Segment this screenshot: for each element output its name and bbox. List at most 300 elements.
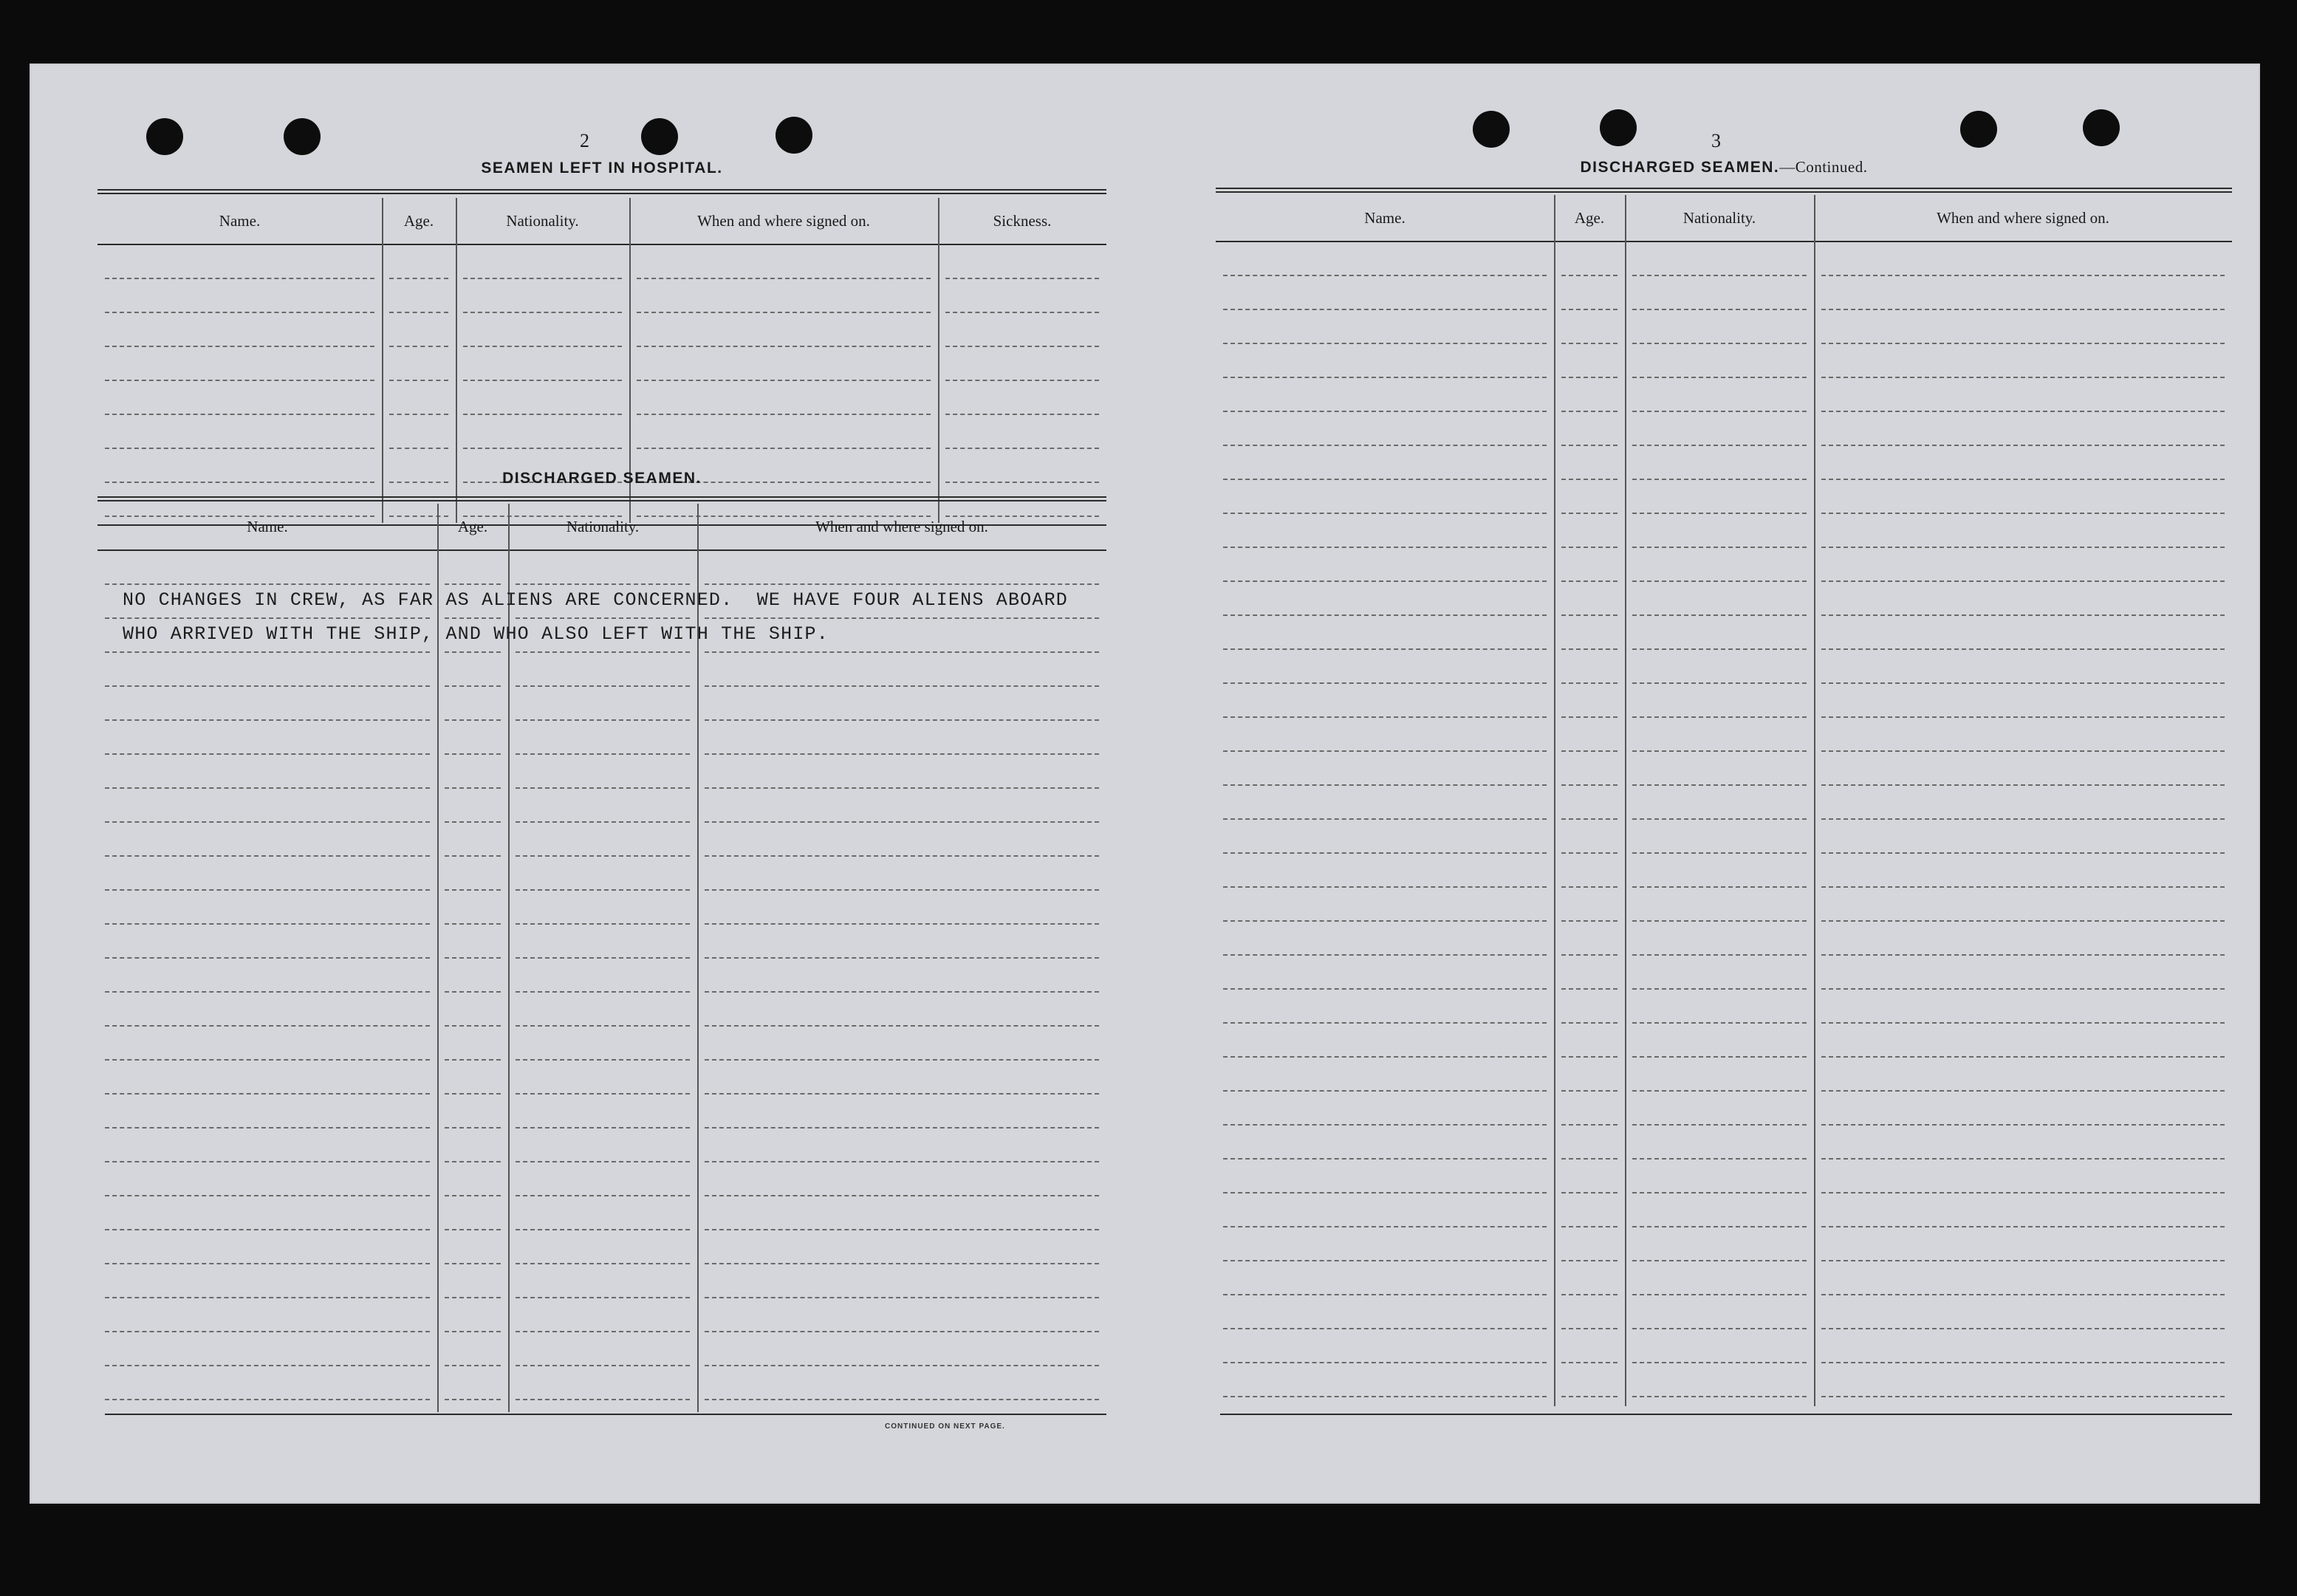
ruled-line xyxy=(1632,309,1807,310)
ruled-line xyxy=(105,346,374,347)
ruled-line xyxy=(1223,954,1547,956)
ruled-line xyxy=(516,651,690,653)
ruled-line xyxy=(1561,513,1618,514)
ruled-line xyxy=(445,855,501,857)
ruled-line xyxy=(1561,716,1618,718)
ruled-line xyxy=(1632,1328,1807,1329)
ruled-line xyxy=(445,651,501,653)
ruled-line xyxy=(1223,1260,1547,1261)
ruled-line xyxy=(705,923,1099,925)
ruled-line xyxy=(105,414,374,415)
ruled-line xyxy=(516,1161,690,1162)
ruled-line xyxy=(1223,1022,1547,1024)
ruled-line xyxy=(1821,275,2225,276)
ruled-line xyxy=(1821,1022,2225,1024)
ruled-line xyxy=(1632,648,1807,650)
ruled-line xyxy=(945,346,1099,347)
ruled-line xyxy=(516,855,690,857)
ruled-line xyxy=(705,1331,1099,1332)
ruled-line xyxy=(105,651,430,653)
ruled-line xyxy=(445,617,501,619)
ruled-line xyxy=(445,957,501,959)
ruled-line xyxy=(105,380,374,381)
ruled-line xyxy=(463,448,622,449)
ruled-line xyxy=(445,583,501,585)
ruled-line xyxy=(516,583,690,585)
ruled-line xyxy=(1223,716,1547,718)
column-divider xyxy=(1814,195,1815,1406)
ruled-line xyxy=(637,346,931,347)
ruled-line xyxy=(1223,547,1547,548)
ruled-line xyxy=(1561,547,1618,548)
ruled-line xyxy=(1561,1158,1618,1160)
ruled-line xyxy=(1821,1124,2225,1126)
ruled-line xyxy=(105,1093,430,1095)
ruled-line xyxy=(1821,1396,2225,1397)
ruled-line xyxy=(1223,852,1547,854)
ruled-line xyxy=(1561,886,1618,888)
ruled-line xyxy=(1632,852,1807,854)
ruled-line xyxy=(516,1297,690,1298)
ruled-line xyxy=(445,1229,501,1230)
ruled-line xyxy=(445,1127,501,1128)
ruled-line xyxy=(105,787,430,789)
ruled-line xyxy=(1561,1396,1618,1397)
ruled-line xyxy=(105,991,430,993)
ruled-line xyxy=(1821,988,2225,990)
ruled-line xyxy=(1632,1158,1807,1160)
ruled-line xyxy=(945,448,1099,449)
ruled-line xyxy=(1561,1226,1618,1227)
ruled-line xyxy=(1632,682,1807,684)
right-page xyxy=(1216,65,2232,1502)
ruled-line xyxy=(1632,1192,1807,1193)
ruled-line xyxy=(1632,1124,1807,1126)
ruled-line xyxy=(105,312,374,313)
bottom-rule xyxy=(1220,1414,2232,1415)
ruled-line xyxy=(1561,309,1618,310)
ruled-line xyxy=(705,651,1099,653)
ruled-line xyxy=(1561,614,1618,616)
ruled-line xyxy=(1561,1328,1618,1329)
ruled-line xyxy=(516,991,690,993)
divider xyxy=(1216,188,2232,193)
ruled-line xyxy=(1561,1124,1618,1126)
ruled-line xyxy=(463,414,622,415)
ruled-line xyxy=(705,1399,1099,1400)
ruled-line xyxy=(105,923,430,925)
ruled-line xyxy=(1223,1192,1547,1193)
title-suffix: —Continued. xyxy=(1779,158,1868,176)
ruled-line xyxy=(389,278,448,279)
divider xyxy=(97,189,1106,194)
ruled-line xyxy=(516,787,690,789)
ruled-line xyxy=(705,1059,1099,1061)
col-header-nationality: Nationality. xyxy=(566,517,640,535)
ruled-line xyxy=(705,685,1099,687)
header-underline xyxy=(97,549,1106,551)
ruled-line xyxy=(105,719,430,721)
ruled-line xyxy=(1223,377,1547,378)
ruled-line xyxy=(1821,1056,2225,1058)
ruled-line xyxy=(1632,479,1807,480)
ruled-line xyxy=(516,1365,690,1366)
ruled-line xyxy=(516,957,690,959)
ruled-line xyxy=(445,1059,501,1061)
ruled-line xyxy=(445,821,501,823)
ruled-line xyxy=(637,448,931,449)
ruled-line xyxy=(516,1229,690,1230)
ruled-line xyxy=(516,753,690,755)
ruled-line xyxy=(1223,784,1547,786)
ruled-line xyxy=(705,1093,1099,1095)
ruled-line xyxy=(1223,513,1547,514)
ruled-line xyxy=(1632,1022,1807,1024)
ruled-line xyxy=(705,1263,1099,1264)
ruled-line xyxy=(1561,411,1618,412)
ruled-line xyxy=(105,1229,430,1230)
ruled-line xyxy=(1561,784,1618,786)
ruled-line xyxy=(1561,377,1618,378)
ruled-line xyxy=(445,1195,501,1196)
ruled-line xyxy=(1223,1056,1547,1058)
ruled-line xyxy=(463,346,622,347)
ruled-line xyxy=(1561,988,1618,990)
ruled-line xyxy=(945,380,1099,381)
ruled-line xyxy=(945,278,1099,279)
col-header-when-where: When and where signed on. xyxy=(697,211,870,230)
ruled-line xyxy=(1632,886,1807,888)
ruled-line xyxy=(1632,580,1807,582)
ruled-line xyxy=(516,617,690,619)
ruled-line xyxy=(1223,614,1547,616)
ruled-line xyxy=(1632,1226,1807,1227)
ruled-line xyxy=(1821,716,2225,718)
ruled-line xyxy=(389,448,448,449)
ruled-line xyxy=(516,923,690,925)
ruled-line xyxy=(1821,1158,2225,1160)
ruled-line xyxy=(463,312,622,313)
ruled-line xyxy=(1632,513,1807,514)
ruled-line xyxy=(105,278,374,279)
ruled-line xyxy=(105,957,430,959)
ruled-line xyxy=(463,380,622,381)
ruled-line xyxy=(1223,1328,1547,1329)
ruled-line xyxy=(1821,682,2225,684)
ruled-line xyxy=(705,617,1099,619)
ruled-line xyxy=(445,1025,501,1027)
ruled-line xyxy=(105,753,430,755)
ruled-line xyxy=(1223,1294,1547,1295)
ruled-line xyxy=(445,1161,501,1162)
hospital-section-title: SEAMEN LEFT IN HOSPITAL. xyxy=(481,160,723,177)
ruled-line xyxy=(1821,1328,2225,1329)
ruled-line xyxy=(637,414,931,415)
page-number: 3 xyxy=(1711,130,1722,151)
ruled-line xyxy=(1821,479,2225,480)
bottom-rule xyxy=(105,1414,1106,1415)
col-header-age: Age. xyxy=(1574,208,1605,227)
ruled-line xyxy=(705,753,1099,755)
ruled-line xyxy=(1561,750,1618,752)
ruled-line xyxy=(1561,954,1618,956)
ruled-line xyxy=(1632,377,1807,378)
ledger-sheet xyxy=(31,65,2259,1502)
ruled-line xyxy=(1561,1260,1618,1261)
column-divider xyxy=(1554,195,1555,1406)
ruled-line xyxy=(445,889,501,891)
ruled-line xyxy=(1821,818,2225,820)
ruled-line xyxy=(945,312,1099,313)
column-divider xyxy=(1625,195,1626,1406)
ruled-line xyxy=(516,1127,690,1128)
ruled-line xyxy=(516,1093,690,1095)
col-header-name: Name. xyxy=(219,211,261,230)
ruled-line xyxy=(1223,988,1547,990)
ruled-line xyxy=(1561,682,1618,684)
ruled-line xyxy=(1821,547,2225,548)
ruled-line xyxy=(445,1263,501,1264)
page-number: 2 xyxy=(580,130,590,151)
ruled-line xyxy=(1821,750,2225,752)
ruled-line xyxy=(445,685,501,687)
ruled-line xyxy=(1223,580,1547,582)
continued-note: CONTINUED ON NEXT PAGE. xyxy=(885,1422,1005,1431)
ruled-line xyxy=(516,1331,690,1332)
title-main: DISCHARGED SEAMEN. xyxy=(1580,159,1780,176)
ruled-line xyxy=(445,991,501,993)
ruled-line xyxy=(705,719,1099,721)
col-header-nationality: Nationality. xyxy=(506,211,579,230)
ruled-line xyxy=(516,719,690,721)
ruled-line xyxy=(1821,614,2225,616)
ruled-line xyxy=(105,685,430,687)
ruled-line xyxy=(105,1195,430,1196)
ruled-line xyxy=(516,1059,690,1061)
ruled-line xyxy=(105,617,430,619)
ruled-line xyxy=(1223,1158,1547,1160)
ruled-line xyxy=(1632,750,1807,752)
ruled-line xyxy=(105,821,430,823)
ruled-line xyxy=(1821,1090,2225,1092)
ruled-line xyxy=(105,1127,430,1128)
ruled-line xyxy=(705,1229,1099,1230)
col-header-when-where: When and where signed on. xyxy=(1937,208,2109,227)
ruled-line xyxy=(1561,275,1618,276)
ruled-line xyxy=(705,1195,1099,1196)
ruled-line xyxy=(1632,1056,1807,1058)
ruled-line xyxy=(637,312,931,313)
ruled-line xyxy=(705,855,1099,857)
ruled-line xyxy=(1561,343,1618,344)
discharged-continued-table xyxy=(1216,195,2232,1421)
ruled-line xyxy=(1223,818,1547,820)
ruled-line xyxy=(1821,1192,2225,1193)
ruled-line xyxy=(445,753,501,755)
ruled-line xyxy=(1821,954,2225,956)
ruled-line xyxy=(705,1297,1099,1298)
ruled-line xyxy=(1632,411,1807,412)
ruled-line xyxy=(1821,852,2225,854)
ruled-line xyxy=(105,1331,430,1332)
col-header-nationality: Nationality. xyxy=(1682,208,1756,227)
ruled-line xyxy=(445,1297,501,1298)
ruled-line xyxy=(1223,1090,1547,1092)
ruled-line xyxy=(463,278,622,279)
typed-note-line: NO CHANGES IN CREW, AS FAR AS ALIENS ARE CONCERNED. WE HAVE FOUR ALIENS ABOARD xyxy=(123,589,1068,611)
ruled-line xyxy=(389,346,448,347)
ruled-line xyxy=(1561,920,1618,922)
discharged-table xyxy=(97,504,1106,1493)
ruled-line xyxy=(1632,784,1807,786)
ruled-line xyxy=(105,1025,430,1027)
ruled-line xyxy=(1561,818,1618,820)
ruled-line xyxy=(1821,377,2225,378)
col-header-name: Name. xyxy=(247,517,288,535)
ruled-line xyxy=(1821,309,2225,310)
ruled-line xyxy=(1223,1362,1547,1363)
divider xyxy=(97,496,1106,501)
ruled-line xyxy=(1561,1192,1618,1193)
discharged-continued-title xyxy=(1216,158,2232,177)
ruled-line xyxy=(105,1365,430,1366)
ruled-line xyxy=(1821,1260,2225,1261)
ruled-line xyxy=(1821,445,2225,446)
ruled-line xyxy=(445,787,501,789)
ruled-line xyxy=(105,1161,430,1162)
ruled-line xyxy=(445,1331,501,1332)
ruled-line xyxy=(105,1297,430,1298)
ruled-line xyxy=(1821,1294,2225,1295)
typed-note-line: WHO ARRIVED WITH THE SHIP, AND WHO ALSO LEFT WITH THE SHIP. xyxy=(123,623,829,645)
ruled-line xyxy=(1632,445,1807,446)
discharged-section-title: DISCHARGED SEAMEN. xyxy=(502,470,702,487)
ruled-line xyxy=(705,787,1099,789)
ruled-line xyxy=(1223,886,1547,888)
ruled-line xyxy=(1223,411,1547,412)
ruled-line xyxy=(1223,750,1547,752)
ruled-line xyxy=(705,957,1099,959)
ruled-line xyxy=(1632,716,1807,718)
col-header-sickness: Sickness. xyxy=(993,211,1052,230)
ruled-line xyxy=(1561,648,1618,650)
ruled-line xyxy=(105,855,430,857)
ruled-line xyxy=(105,1263,430,1264)
ruled-line xyxy=(1632,1090,1807,1092)
ruled-line xyxy=(516,1399,690,1400)
ruled-line xyxy=(1561,479,1618,480)
ruled-line xyxy=(105,583,430,585)
ruled-line xyxy=(445,1365,501,1366)
ruled-line xyxy=(1821,513,2225,514)
ruled-line xyxy=(1632,920,1807,922)
ruled-line xyxy=(445,719,501,721)
ruled-line xyxy=(945,414,1099,415)
ruled-line xyxy=(1821,411,2225,412)
ruled-line xyxy=(705,583,1099,585)
ruled-line xyxy=(1223,648,1547,650)
header-underline xyxy=(1216,241,2232,242)
ruled-line xyxy=(1561,1022,1618,1024)
ruled-line xyxy=(1223,309,1547,310)
ruled-line xyxy=(516,1263,690,1264)
ruled-line xyxy=(1561,445,1618,446)
ruled-line xyxy=(1821,920,2225,922)
ruled-line xyxy=(105,889,430,891)
ruled-line xyxy=(1821,784,2225,786)
ruled-line xyxy=(105,448,374,449)
ruled-line xyxy=(705,1161,1099,1162)
ruled-line xyxy=(1223,1226,1547,1227)
ruled-line xyxy=(705,991,1099,993)
ruled-line xyxy=(445,923,501,925)
left-page xyxy=(97,65,1106,1502)
col-header-name: Name. xyxy=(1364,208,1406,227)
ruled-line xyxy=(637,380,931,381)
ruled-line xyxy=(105,1399,430,1400)
ruled-line xyxy=(1632,1260,1807,1261)
ruled-line xyxy=(1561,580,1618,582)
ruled-line xyxy=(389,414,448,415)
ruled-line xyxy=(389,312,448,313)
ruled-line xyxy=(1561,1056,1618,1058)
ruled-line xyxy=(516,821,690,823)
ruled-line xyxy=(1821,886,2225,888)
ruled-line xyxy=(389,380,448,381)
ruled-line xyxy=(445,1093,501,1095)
ruled-line xyxy=(1223,445,1547,446)
ruled-line xyxy=(1632,343,1807,344)
ruled-line xyxy=(705,1365,1099,1366)
ruled-line xyxy=(637,278,931,279)
ruled-line xyxy=(1223,1396,1547,1397)
ruled-line xyxy=(1223,343,1547,344)
ruled-line xyxy=(705,1127,1099,1128)
ruled-line xyxy=(1561,852,1618,854)
ruled-line xyxy=(105,1059,430,1061)
header-underline xyxy=(97,244,1106,245)
ruled-line xyxy=(1821,343,2225,344)
ruled-line xyxy=(1821,580,2225,582)
ruled-line xyxy=(1223,479,1547,480)
ruled-line xyxy=(1223,682,1547,684)
col-header-age: Age. xyxy=(403,211,434,230)
ruled-line xyxy=(1561,1362,1618,1363)
ruled-line xyxy=(1223,275,1547,276)
ruled-line xyxy=(1561,1294,1618,1295)
ruled-line xyxy=(1632,1294,1807,1295)
ruled-line xyxy=(1223,1124,1547,1126)
ruled-line xyxy=(1632,1362,1807,1363)
ruled-line xyxy=(1632,614,1807,616)
ruled-line xyxy=(1821,648,2225,650)
ruled-line xyxy=(1632,818,1807,820)
ruled-line xyxy=(705,889,1099,891)
ruled-line xyxy=(1632,547,1807,548)
col-header-age: Age. xyxy=(457,517,488,535)
col-header-when-where: When and where signed on. xyxy=(815,517,988,535)
ruled-line xyxy=(516,1025,690,1027)
ruled-line xyxy=(445,1399,501,1400)
ruled-line xyxy=(516,1195,690,1196)
ruled-line xyxy=(1632,1396,1807,1397)
ruled-line xyxy=(1821,1226,2225,1227)
ruled-line xyxy=(516,685,690,687)
ruled-line xyxy=(705,1025,1099,1027)
ruled-line xyxy=(1223,920,1547,922)
ruled-line xyxy=(1561,1090,1618,1092)
ruled-line xyxy=(1632,275,1807,276)
